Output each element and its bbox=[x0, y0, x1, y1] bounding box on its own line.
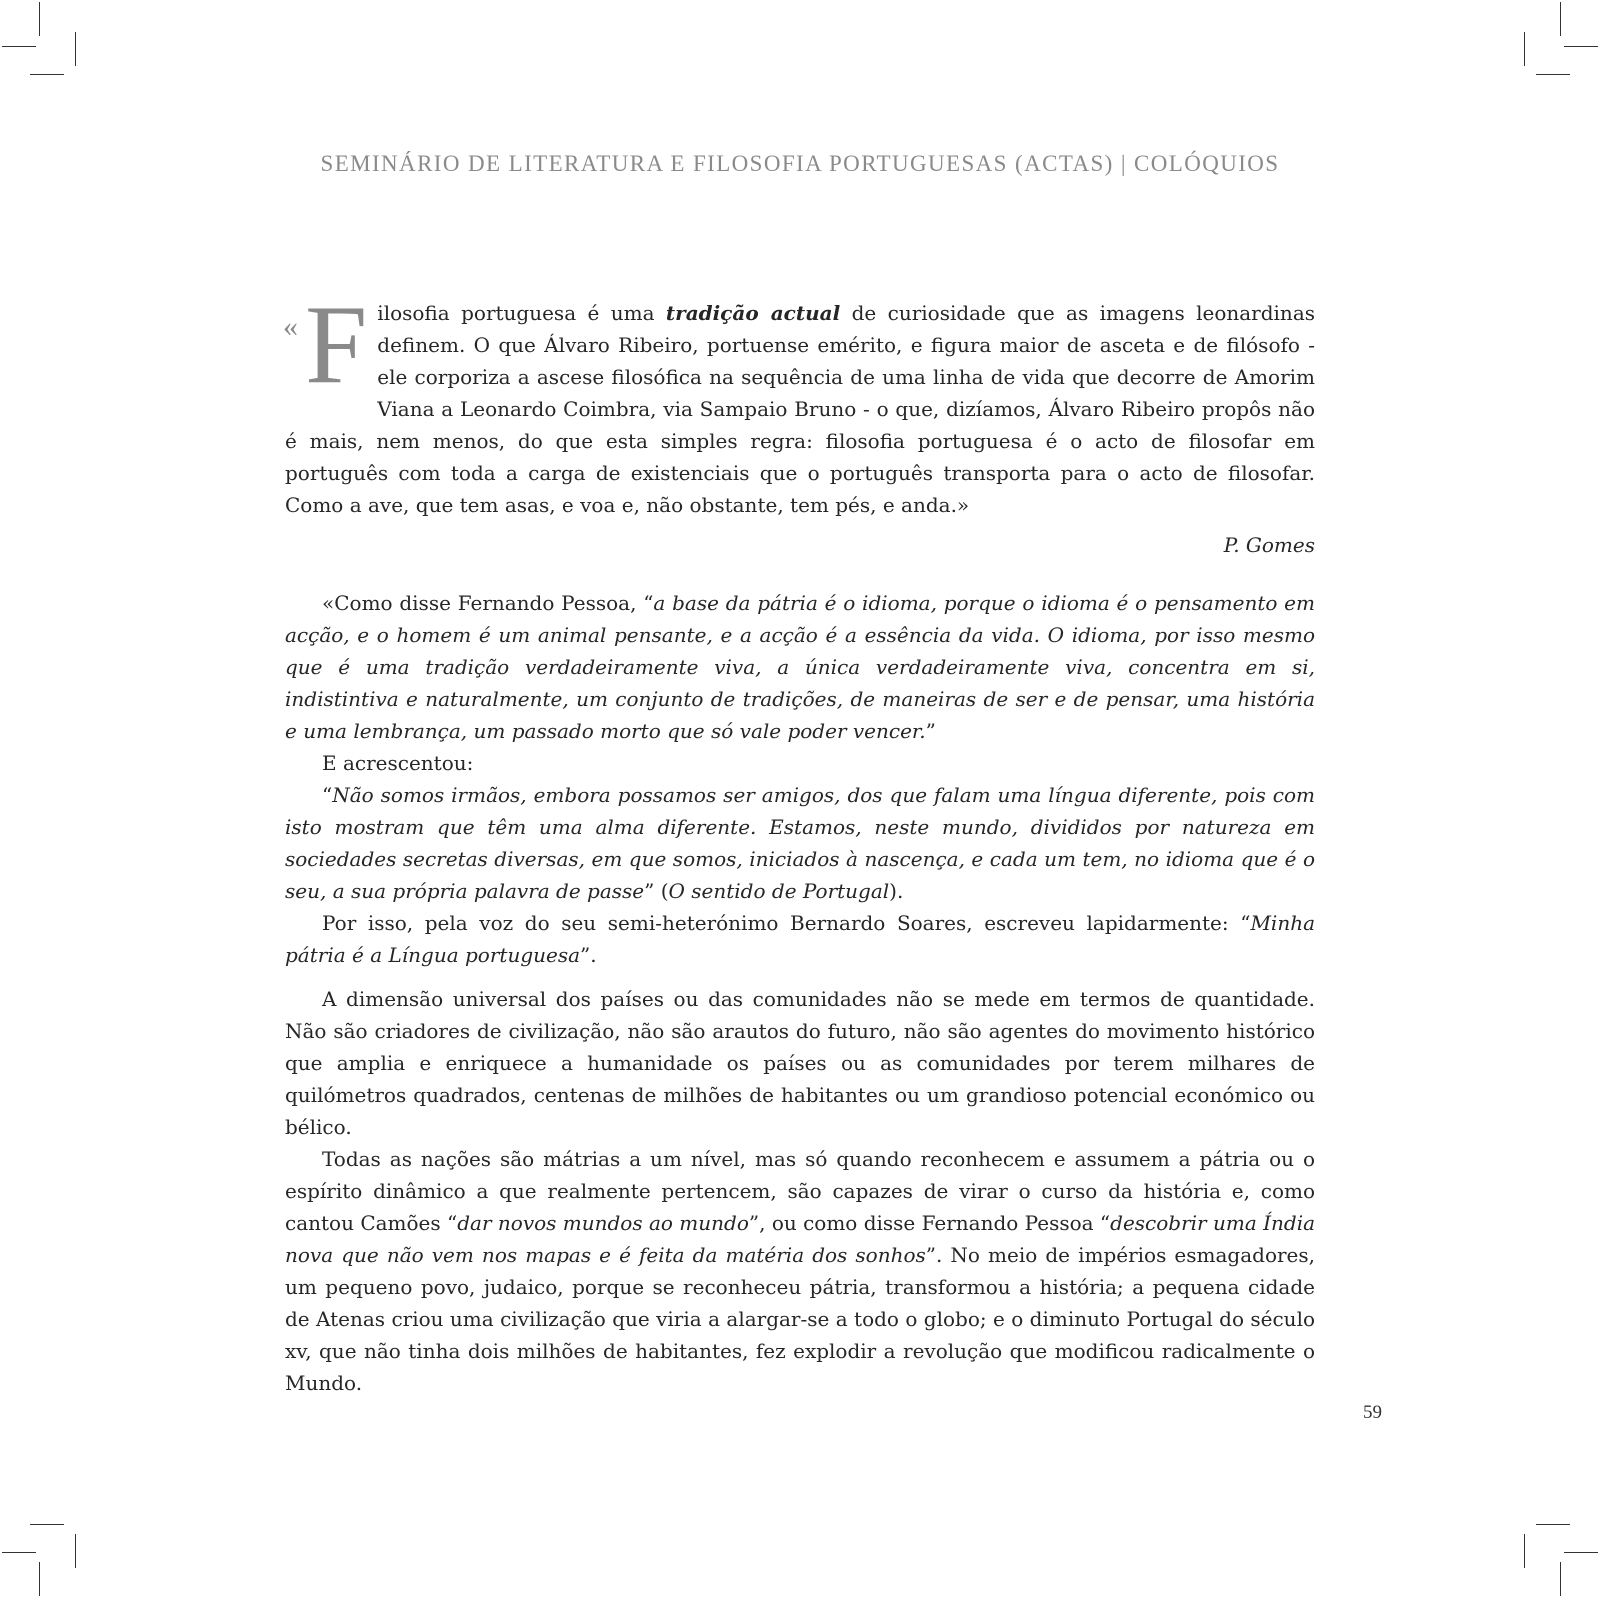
crop-mark bbox=[30, 74, 64, 75]
text-segment: «Como disse Fernando Pessoa, “ bbox=[322, 591, 654, 615]
epigraph-text bbox=[285, 283, 1316, 521]
text-segment: ” bbox=[925, 719, 936, 743]
epigraph-emphasis: tradição actual bbox=[665, 301, 841, 325]
epigraph-segment: de curiosidade que as imagens leonardinas definem. O que Álvaro Ribeiro, portuense emérito, e figura maior de asceta e de filósofo - ele corporiza a ascese filosófica na sequência de uma linha de vida que decorre de Amorim Viana a Leonardo Coimbra, via Sampaio Bruno - o que, dizíamos, Álvaro Ribeiro propôs não é mais, nem menos, do que esta simples regra: filosofia portuguesa é o acto de filosofar em português com toda a carga de existenciais que o português transporta para o acto de filosofar. Como a ave, que tem asas, e voa e, não obstante, tem pés, e anda.» bbox=[285, 301, 1316, 517]
epigraph-attribution: P. Gomes bbox=[1223, 533, 1315, 557]
source-title: O sentido de Portugal bbox=[668, 879, 890, 903]
text-segment: ”. bbox=[580, 943, 597, 967]
italic-quote: Não somos irmãos, embora possamos ser amigos, dos que falam uma língua diferente, pois com isto mostram que têm uma alma diferente. Estamos, neste mundo, divididos por natureza em sociedades secretas diversas, em que somos, iniciados à nascença, e cada um tem, no idioma que é o seu, a sua própria palavra de passe bbox=[285, 783, 1315, 903]
crop-mark bbox=[1564, 46, 1598, 47]
crop-mark bbox=[1524, 1534, 1525, 1568]
page-number: 59 bbox=[1363, 1402, 1382, 1423]
crop-mark bbox=[30, 1524, 64, 1525]
crop-mark bbox=[1536, 74, 1570, 75]
crop-mark bbox=[39, 1562, 40, 1596]
text-segment: ”, ou como disse Fernando Pessoa “ bbox=[748, 1211, 1111, 1235]
crop-mark bbox=[2, 46, 36, 47]
epigraph-segment: ilosofia portuguesa é uma bbox=[377, 301, 666, 325]
text-segment: ). bbox=[889, 879, 904, 903]
page-body bbox=[283, 283, 1316, 1399]
italic-quote: descobrir uma Índia nova que não vem nos mapas e é feita da matéria dos sonhos bbox=[285, 1211, 1316, 1267]
crop-mark bbox=[1560, 2, 1561, 36]
italic-quote: a base da pátria é o idioma, porque o idioma é o pensamento em acção, e o homem é um animal pensante, e a acção é a essência da vida. O idioma, por isso mesmo que é uma tradição verdadeiramente viva, a única verdadeiramente viva, concentra em si, indistintiva e naturalmente, um conjunto de tradições, de maneiras de ser e de pensar, uma história e uma lembrança, um passado morto que só vale poder vencer. bbox=[285, 591, 1315, 743]
text-segment: Por isso, pela voz do seu semi-heterónimo Bernardo Soares, escreveu lapidarmente: “ bbox=[322, 911, 1251, 935]
crop-mark bbox=[1564, 1552, 1598, 1553]
paragraph: A dimensão universal dos países ou das comunidades não se mede em termos de quantidade. Não são criadores de civilização, não são arautos do futuro, não são agentes do movimento histórico que amplia e enriquece a humanidade os países ou as comunidades por terem milhares de quilómetros quadrados, centenas de milhões de habitantes ou um grandioso potencial económico ou bélico. bbox=[285, 987, 1315, 1139]
crop-mark bbox=[1560, 1562, 1561, 1596]
paragraph bbox=[285, 587, 1315, 747]
text-segment: “ bbox=[322, 783, 333, 807]
paragraph bbox=[285, 779, 1315, 907]
paragraph: E acrescentou: bbox=[322, 751, 474, 775]
text-segment: ” ( bbox=[644, 879, 669, 903]
italic-quote: Minha pátria é a Língua portuguesa bbox=[285, 911, 1315, 967]
crop-mark bbox=[75, 1534, 76, 1568]
epigraph bbox=[283, 283, 1316, 561]
drop-cap: F bbox=[305, 283, 368, 407]
crop-mark bbox=[75, 32, 76, 66]
paragraph bbox=[285, 1143, 1315, 1399]
crop-mark bbox=[2, 1552, 36, 1553]
text-segment: ”. No meio de impérios esmagadores, um pequeno povo, judaico, porque se reconheceu pátria, transformou a história; a pequena cidade de Atenas criou uma civilização que viria a alargar-se a todo o globo; e o diminuto Portugal do século xv, que não tinha dois milhões de habitantes, fez explodir a revolução que modificou radicalmente o Mundo. bbox=[285, 1243, 1316, 1395]
running-header: SEMINÁRIO DE LITERATURA E FILOSOFIA PORTUGUESAS (ACTAS) | COLÓQUIOS bbox=[320, 151, 1280, 176]
paragraph bbox=[285, 907, 1315, 971]
crop-mark bbox=[1524, 32, 1525, 66]
text-segment: Todas as nações são mátrias a um nível, mas só quando reconhecem e assumem a pátria ou o espírito dinâmico a que realmente pertencem, são capazes de virar o curso da história e, como cantou Camões “ bbox=[285, 1147, 1315, 1235]
crop-mark bbox=[1536, 1524, 1570, 1525]
crop-mark bbox=[39, 2, 40, 36]
italic-quote: dar novos mundos ao mundo bbox=[457, 1211, 749, 1235]
opening-guillemet: « bbox=[283, 310, 298, 343]
